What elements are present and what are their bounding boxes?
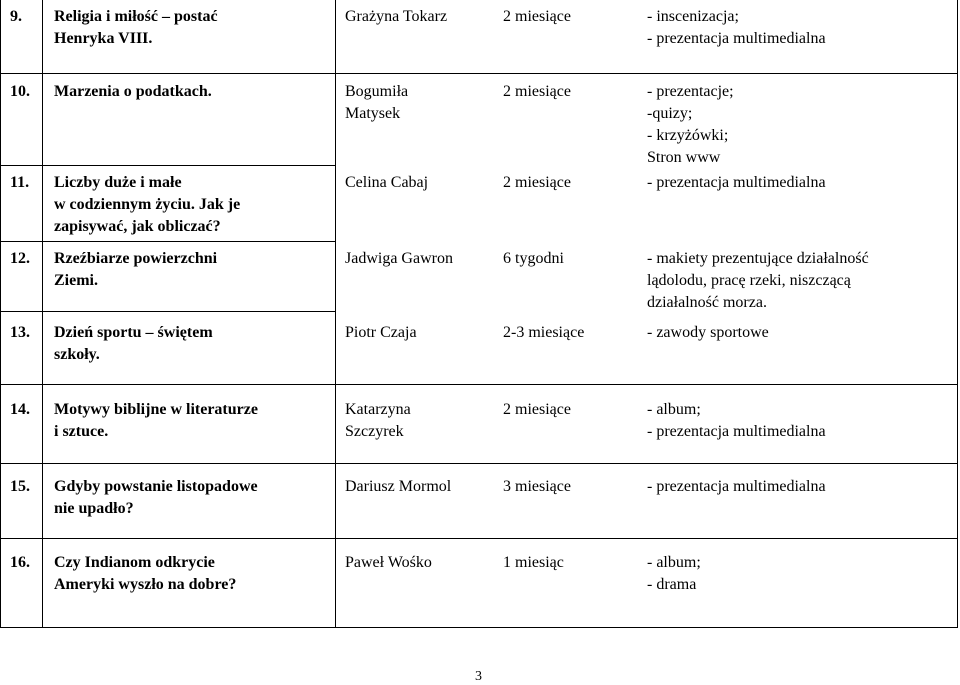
teacher-name: Szczyrek (345, 423, 404, 440)
form-line: - prezentacja multimedialna (647, 30, 826, 47)
topic-line: Religia i miłość – postać (54, 8, 218, 25)
row-divider (0, 165, 336, 166)
row-number: 11. (10, 174, 30, 191)
form-line: - prezentacje; (647, 83, 734, 100)
teacher-name: Dariusz Mormol (345, 478, 452, 495)
teacher-name: Piotr Czaja (345, 324, 417, 341)
table-border-left (0, 0, 1, 628)
form-line: - krzyżówki; (647, 127, 729, 144)
form-line: - makiety prezentujące działalność (647, 250, 869, 267)
topic-line: nie upadło? (54, 500, 134, 517)
duration: 2-3 miesiące (503, 324, 585, 341)
teacher-name: Matysek (345, 105, 401, 122)
topic-line: Czy Indianom odkrycie (54, 554, 215, 571)
page-number: 3 (475, 669, 482, 684)
row-divider (0, 73, 958, 74)
row-number: 9. (10, 8, 22, 25)
teacher-name: Paweł Wośko (345, 554, 432, 571)
duration: 2 miesiące (503, 401, 571, 418)
topic-line: Rzeźbiarze powierzchni (54, 250, 218, 267)
form-line: - prezentacja multimedialna (647, 423, 826, 440)
duration: 3 miesiące (503, 478, 571, 495)
teacher-name: Katarzyna (345, 401, 411, 418)
row-divider (0, 311, 336, 312)
teacher-name: Grażyna Tokarz (345, 8, 448, 25)
form-line: - zawody sportowe (647, 324, 769, 341)
column-divider (42, 0, 43, 628)
form-line: - inscenizacja; (647, 8, 739, 25)
duration: 2 miesiące (503, 83, 571, 100)
topic-line: Marzenia o podatkach. (54, 83, 212, 100)
topic-line: Ameryki wyszło na dobre? (54, 576, 237, 593)
form-line: - prezentacja multimedialna (647, 478, 826, 495)
teacher-name: Jadwiga Gawron (345, 250, 453, 267)
topic-line: Gdyby powstanie listopadowe (54, 478, 258, 495)
column-divider (335, 0, 336, 628)
form-line: - prezentacja multimedialna (647, 174, 826, 191)
duration: 1 miesiąc (503, 554, 564, 571)
row-number: 15. (10, 478, 30, 495)
topic-line: Ziemi. (54, 272, 98, 289)
duration: 2 miesiące (503, 174, 571, 191)
topic-line: Henryka VIII. (54, 30, 153, 47)
teacher-name: Bogumiła (345, 83, 409, 100)
form-line: - album; (647, 401, 701, 418)
table-border-bottom (0, 627, 958, 628)
topic-line: zapisywać, jak obliczać? (54, 218, 221, 235)
form-line: - drama (647, 576, 697, 593)
topic-line: Liczby duże i małe (54, 174, 182, 191)
form-line: - album; (647, 554, 701, 571)
row-number: 10. (10, 83, 30, 100)
row-divider (0, 384, 958, 385)
row-number: 13. (10, 324, 30, 341)
duration: 6 tygodni (503, 250, 564, 267)
table-border-right (957, 0, 958, 628)
row-number: 14. (10, 401, 30, 418)
row-divider (0, 241, 336, 242)
row-divider (0, 463, 958, 464)
form-line: Stron www (647, 149, 721, 166)
row-divider (0, 538, 958, 539)
topic-line: Dzień sportu – świętem (54, 324, 213, 341)
form-line: działalność morza. (647, 294, 767, 311)
topic-line: Motywy biblijne w literaturze (54, 401, 258, 418)
form-line: -quizy; (647, 105, 693, 122)
row-number: 12. (10, 250, 30, 267)
topic-line: w codziennym życiu. Jak je (54, 196, 241, 213)
topic-line: szkoły. (54, 346, 100, 363)
topic-line: i sztuce. (54, 423, 109, 440)
teacher-name: Celina Cabaj (345, 174, 429, 191)
form-line: lądolodu, pracę rzeki, niszczącą (647, 272, 851, 289)
duration: 2 miesiące (503, 8, 571, 25)
row-number: 16. (10, 554, 30, 571)
